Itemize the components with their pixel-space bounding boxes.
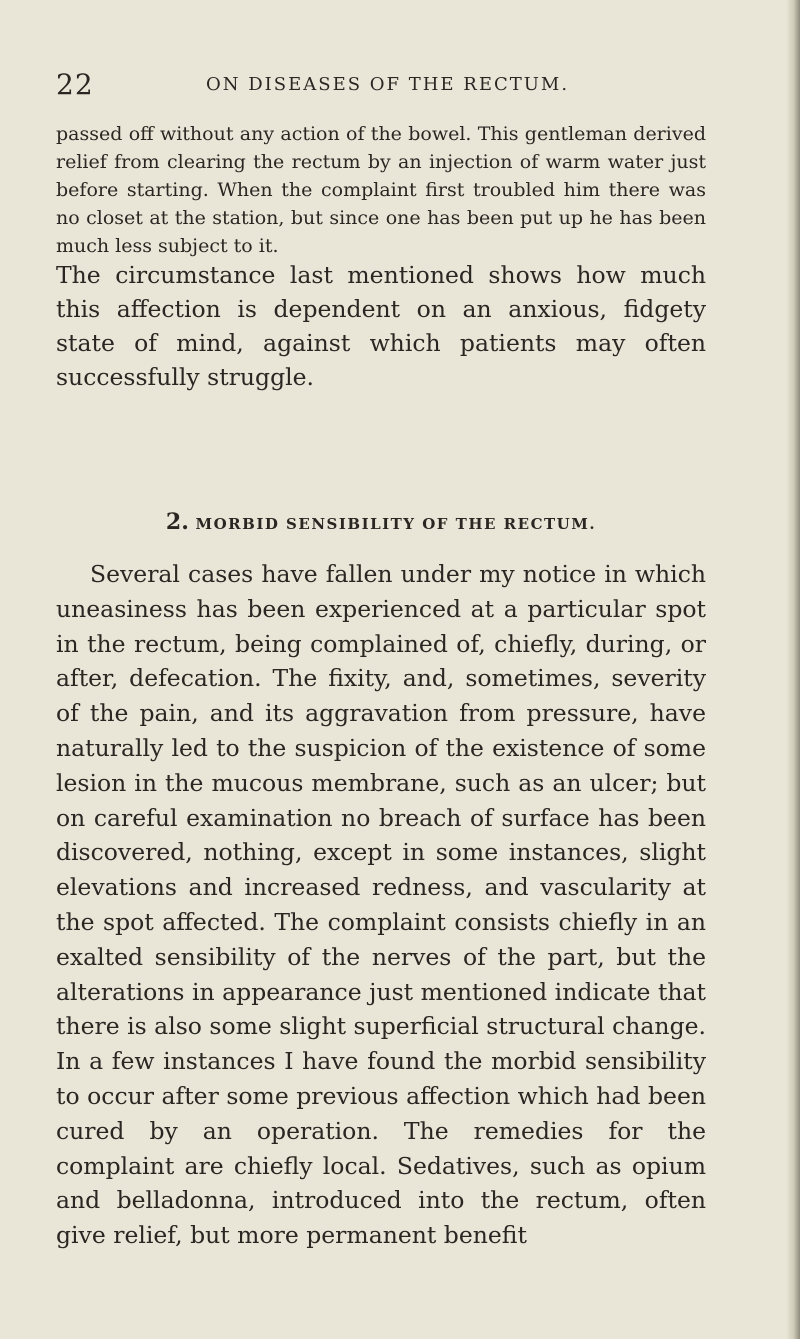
paragraph-morbid-sensibility: Several cases have fallen under my notice in which uneasiness has been experienced at a particular spot in the rectum, being complained of, chiefly, during, or after, defecation. The fixity, and, sometimes, severity of the pain, and its aggravation from pressure, have naturally led to the suspicion of the existence of some lesion in the mucous membrane, such as an ulcer; but on careful examination no breach of surface has been discovered, nothing, except in some instances, slight elevations and increased redness, and vascularity at the spot affected. The complaint consists chiefly in an exalted sensibility of the nerves of the part, but the alterations in appearance just mentioned indicate that there is also some slight superficial structural change. In a few instances I have found the morbid sensibility to occur after some previous affection which had been cured by an operation. The remedies for the complaint are chiefly local. Sedatives, such as opium and belladonna, introduced into the rectum, often give relief, but more permanent benefit: [56, 560, 706, 1250]
page-edge-shadow: [786, 0, 800, 1339]
paragraph-circumstance: The circumstance last mentioned shows how much this affection is dependent on an anxious, fidgety state of mind, against which patients may often successfully struggle.: [56, 261, 706, 391]
section-number: 2.: [165, 509, 189, 535]
section-heading: [56, 509, 706, 535]
running-head-title: ON DISEASES OF THE RECTUM.: [206, 74, 570, 95]
section-title: MORBID SENSIBILITY OF THE RECTUM.: [195, 515, 597, 533]
running-head: [56, 68, 706, 108]
page-number: 22: [56, 68, 94, 101]
paragraph-continued: passed off without any action of the bowel. This gentleman derived relief from clearing the rectum by an injection of warm water just before starting. When the complaint first troubled him there was no closet at the station, but since one has been put up he has been much less subject to it.: [56, 123, 706, 257]
